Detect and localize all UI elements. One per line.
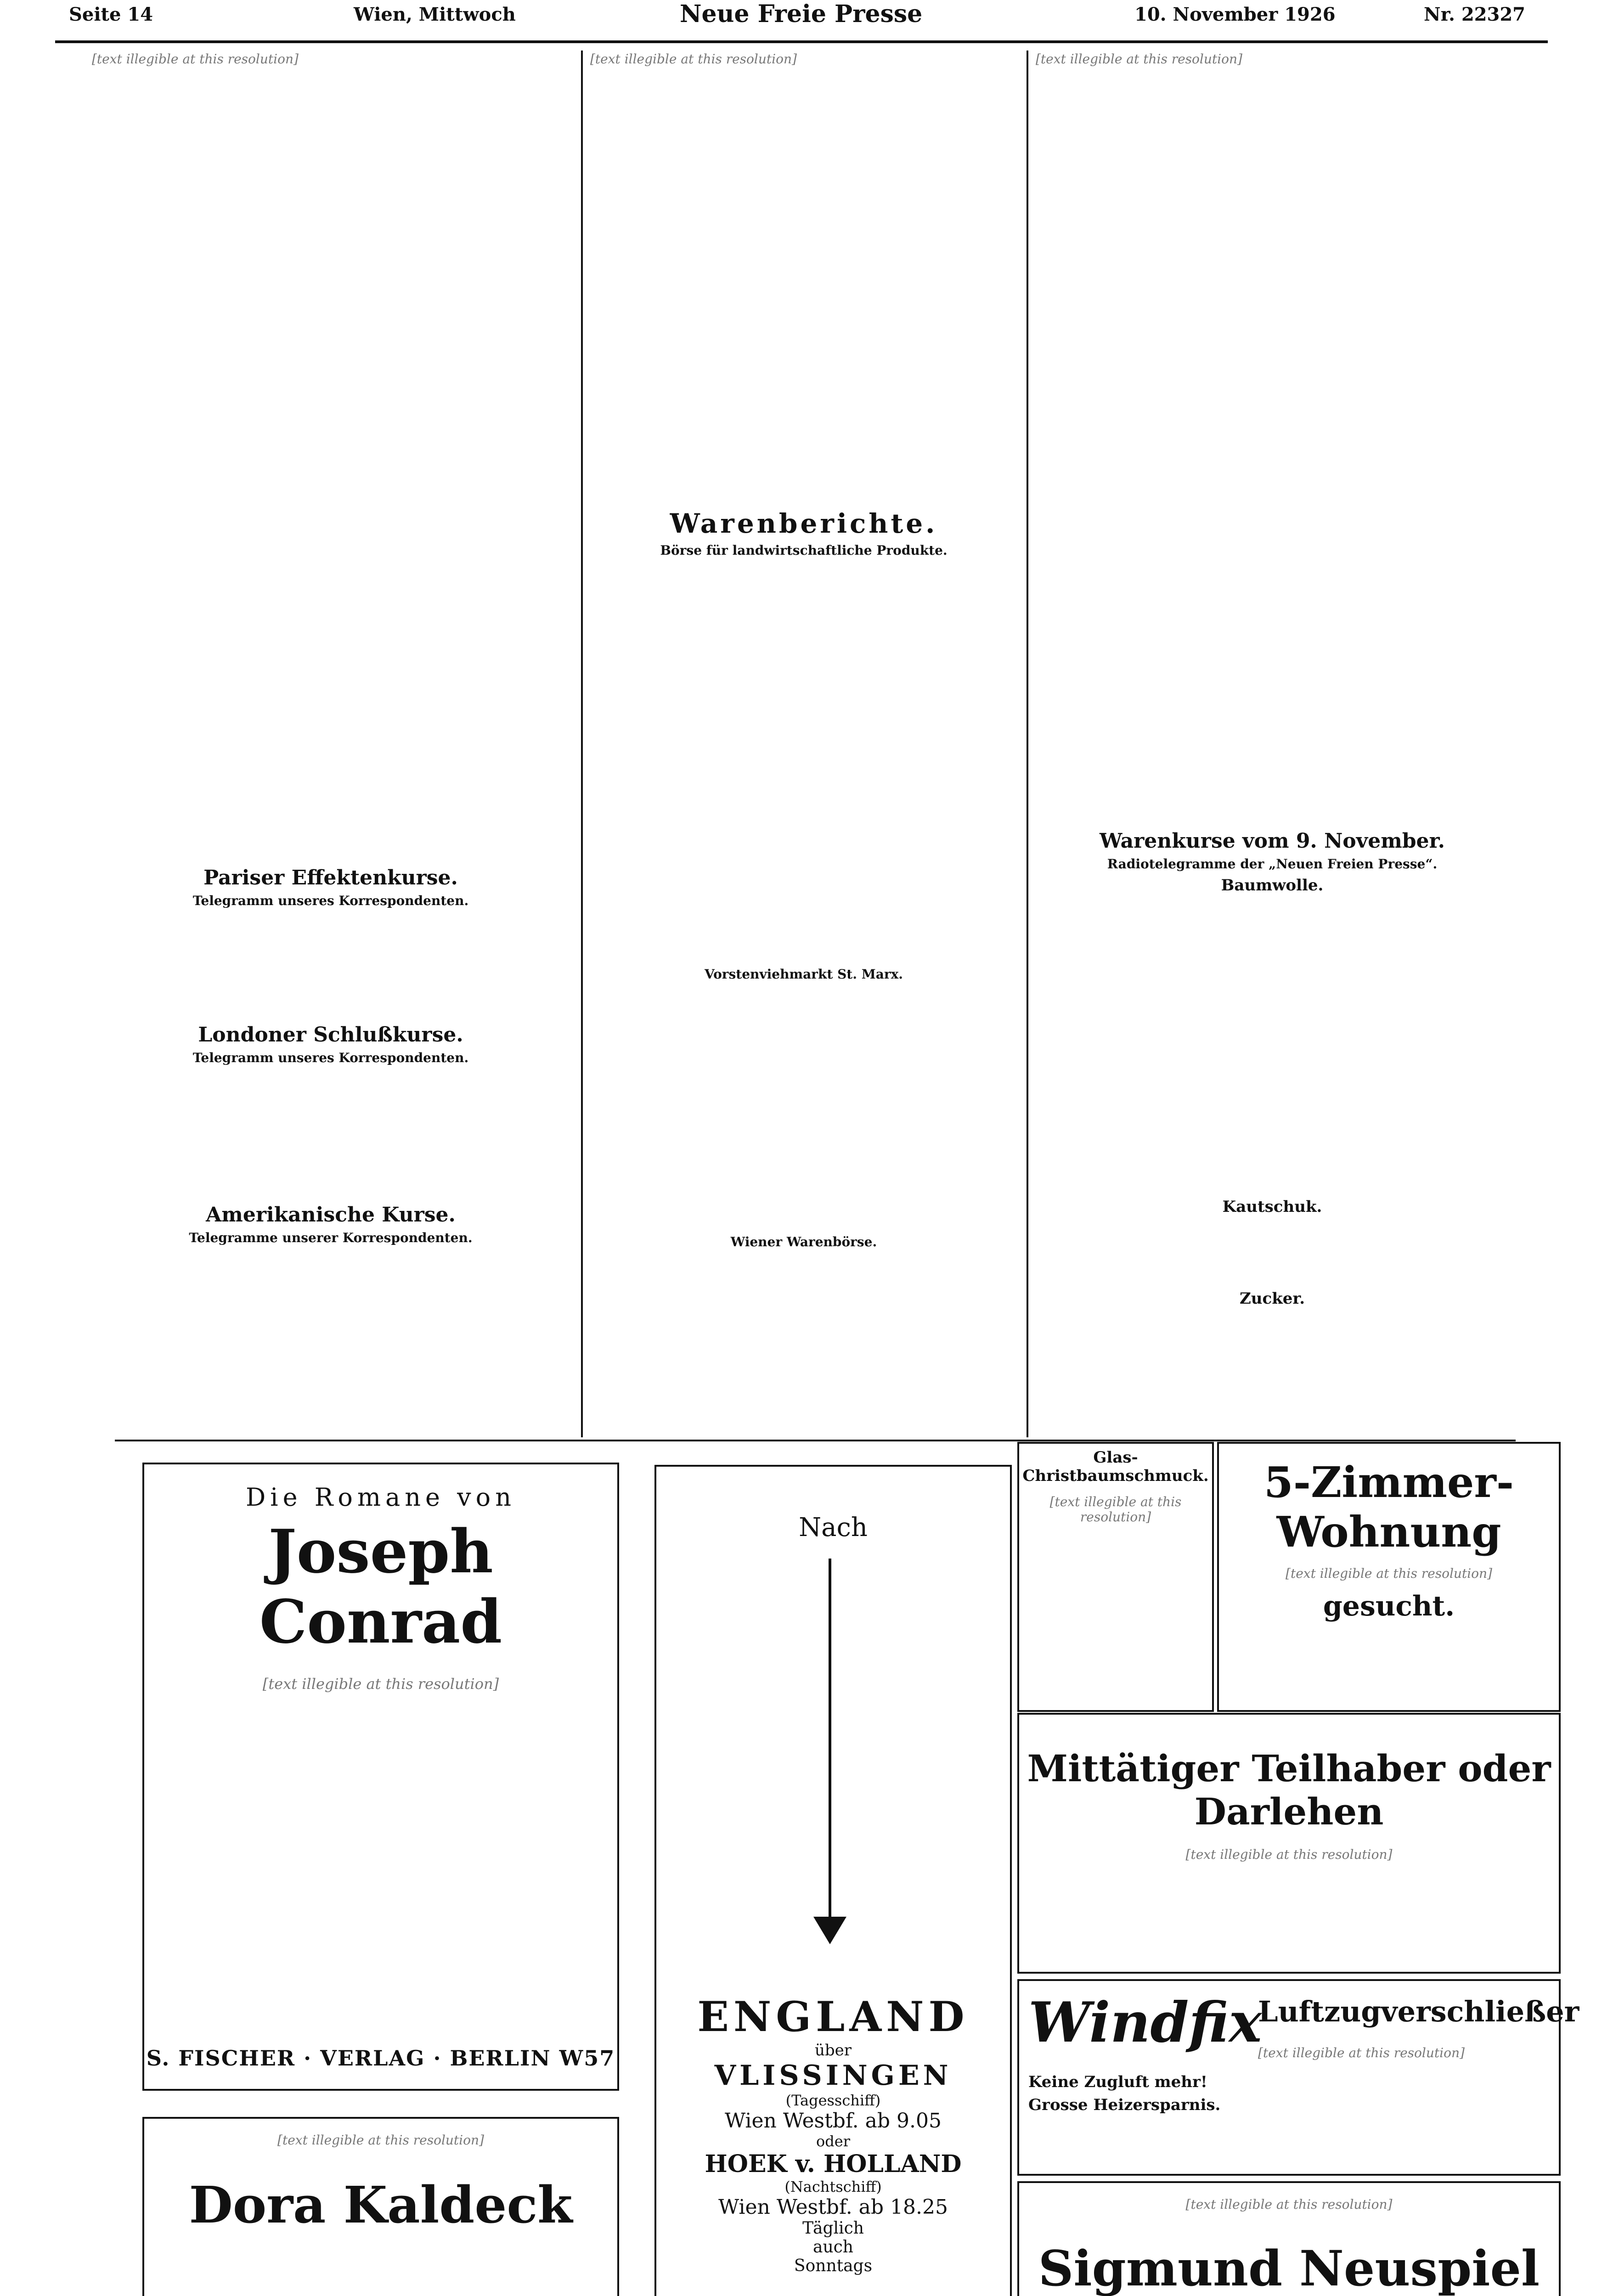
ad-kaldeck-name: Dora Kaldeck bbox=[189, 2175, 573, 2234]
ad-conrad bbox=[142, 1463, 619, 2091]
ad-neuspiel-illegible: [text illegible at this resolution] bbox=[1185, 2197, 1393, 2212]
ad-teilhaber-illegible: [text illegible at this resolution] bbox=[1185, 1847, 1393, 1862]
ads-top-rule bbox=[115, 1440, 1516, 1441]
ad-windfix-grosse: Grosse Heizersparnis. bbox=[1028, 2096, 1221, 2114]
header-rule bbox=[55, 40, 1548, 43]
illegible-text: [text illegible at this resolution] bbox=[590, 51, 797, 67]
ad-nach-auch: auch bbox=[813, 2238, 853, 2257]
illegible-text: [text illegible at this resolution] bbox=[1036, 51, 1242, 67]
section-heading: Warenkurse vom 9. November. bbox=[1100, 829, 1445, 853]
ad-windfix bbox=[1017, 1979, 1579, 2176]
illegible-text: [text illegible at this resolution] bbox=[92, 51, 299, 67]
column-divider bbox=[581, 51, 583, 1437]
ad-nach-sonntags: Sonntags bbox=[794, 2257, 873, 2275]
section-subheading: Zucker. bbox=[1239, 1289, 1305, 1308]
ad-nach-vlissingen: VLISSINGEN bbox=[714, 2060, 952, 2092]
ad-nach-england-text: ENGLAND bbox=[697, 1992, 969, 2041]
ad-nach-taeglich: Täglich bbox=[802, 2219, 864, 2238]
ad-nach-nach: Nach bbox=[799, 1513, 868, 1542]
ad-teilhaber bbox=[1017, 1713, 1561, 1974]
ad-nach-nacht-time: Wien Westbf. ab 18.25 bbox=[718, 2195, 948, 2219]
ad-nach-hoek: HOEK v. HOLLAND bbox=[705, 2150, 962, 2178]
ad-windfix-brand: Windfix bbox=[1028, 1990, 1262, 2055]
left-column bbox=[92, 51, 570, 1250]
section-subheading: Baumwolle. bbox=[1221, 876, 1324, 895]
place-date: Wien, Mittwoch bbox=[354, 4, 516, 25]
middle-column bbox=[590, 51, 1017, 1254]
date-right: 10. November 1926 bbox=[1134, 4, 1336, 25]
issue-number: Nr. 22327 bbox=[1424, 4, 1525, 25]
ad-glas bbox=[1017, 1442, 1214, 1712]
ad-glas-title: Glas-Christbaumschmuck. bbox=[1022, 1448, 1209, 1485]
ad-conrad-illegible: [text illegible at this resolution] bbox=[262, 1675, 499, 1693]
ad-nach-england bbox=[654, 1465, 1012, 2296]
ad-windfix-illegible: [text illegible at this resolution] bbox=[1258, 2045, 1465, 2060]
page-number: Seite 14 bbox=[69, 4, 153, 25]
ad-nach-nacht: (Nachtschiff) bbox=[784, 2178, 882, 2195]
section-heading: Warenberichte. bbox=[670, 508, 938, 539]
section-heading: Amerikanische Kurse. bbox=[206, 1203, 456, 1227]
section-subheading: Telegramm unseres Korrespondenten. bbox=[192, 893, 469, 908]
ad-glas-illegible: [text illegible at this resolution] bbox=[1049, 1494, 1182, 1525]
section-subheading: Vorstenviehmarkt St. Marx. bbox=[704, 967, 903, 982]
section-heading: Pariser Effektenkurse. bbox=[203, 866, 458, 889]
section-subheading: Telegramm unseres Korrespondenten. bbox=[192, 1050, 469, 1065]
ad-wohnung-gesucht: gesucht. bbox=[1323, 1590, 1455, 1622]
ad-windfix-title: Luftzugverschließer bbox=[1258, 1995, 1579, 2028]
ad-wohnung-title: 5-Zimmer-Wohnung bbox=[1264, 1458, 1514, 1557]
ad-kaldeck bbox=[142, 2117, 619, 2296]
ad-conrad-line2: Joseph Conrad bbox=[259, 1516, 502, 1657]
ad-nach-ueber: über bbox=[814, 2041, 852, 2060]
section-subheading: Börse für landwirtschaftliche Produkte. bbox=[660, 543, 948, 558]
ad-nach-tag-time: Wien Westbf. ab 9.05 bbox=[724, 2109, 942, 2133]
ad-windfix-keine: Keine Zugluft mehr! bbox=[1028, 2073, 1207, 2091]
column-divider bbox=[1027, 51, 1028, 1437]
section-subheading: Radiotelegramme der „Neuen Freien Presse“. bbox=[1107, 856, 1438, 872]
section-heading: Londoner Schlußkurse. bbox=[198, 1023, 463, 1047]
arrow-icon bbox=[829, 1559, 831, 1917]
arrow-head-icon bbox=[813, 1917, 846, 1944]
ad-conrad-line1: Die Romane von bbox=[246, 1483, 516, 1512]
section-subheading: Telegramme unserer Korrespondenten. bbox=[189, 1230, 473, 1245]
ad-nach-oder: oder bbox=[816, 2133, 850, 2150]
ad-wohnung bbox=[1217, 1442, 1561, 1712]
ad-teilhaber-title: Mittätiger Teilhaber oder Darlehen bbox=[1027, 1747, 1551, 1833]
right-column bbox=[1036, 51, 1509, 1312]
section-subheading: Kautschuk. bbox=[1222, 1198, 1322, 1216]
section-subheading: Wiener Warenbörse. bbox=[730, 1234, 877, 1249]
ad-neuspiel bbox=[1017, 2181, 1561, 2296]
newspaper-title: Neue Freie Presse bbox=[680, 0, 923, 28]
page-header bbox=[0, 0, 1602, 41]
ad-nach-tag: (Tagesschiff) bbox=[785, 2092, 881, 2109]
ad-wohnung-illegible: [text illegible at this resolution] bbox=[1286, 1566, 1492, 1581]
ad-conrad-publisher: S. FISCHER · VERLAG · BERLIN W57 bbox=[146, 2046, 615, 2071]
ad-neuspiel-name: Sigmund Neuspiel bbox=[1038, 2240, 1540, 2296]
ad-kaldeck-illegible: [text illegible at this resolution] bbox=[277, 2133, 484, 2148]
